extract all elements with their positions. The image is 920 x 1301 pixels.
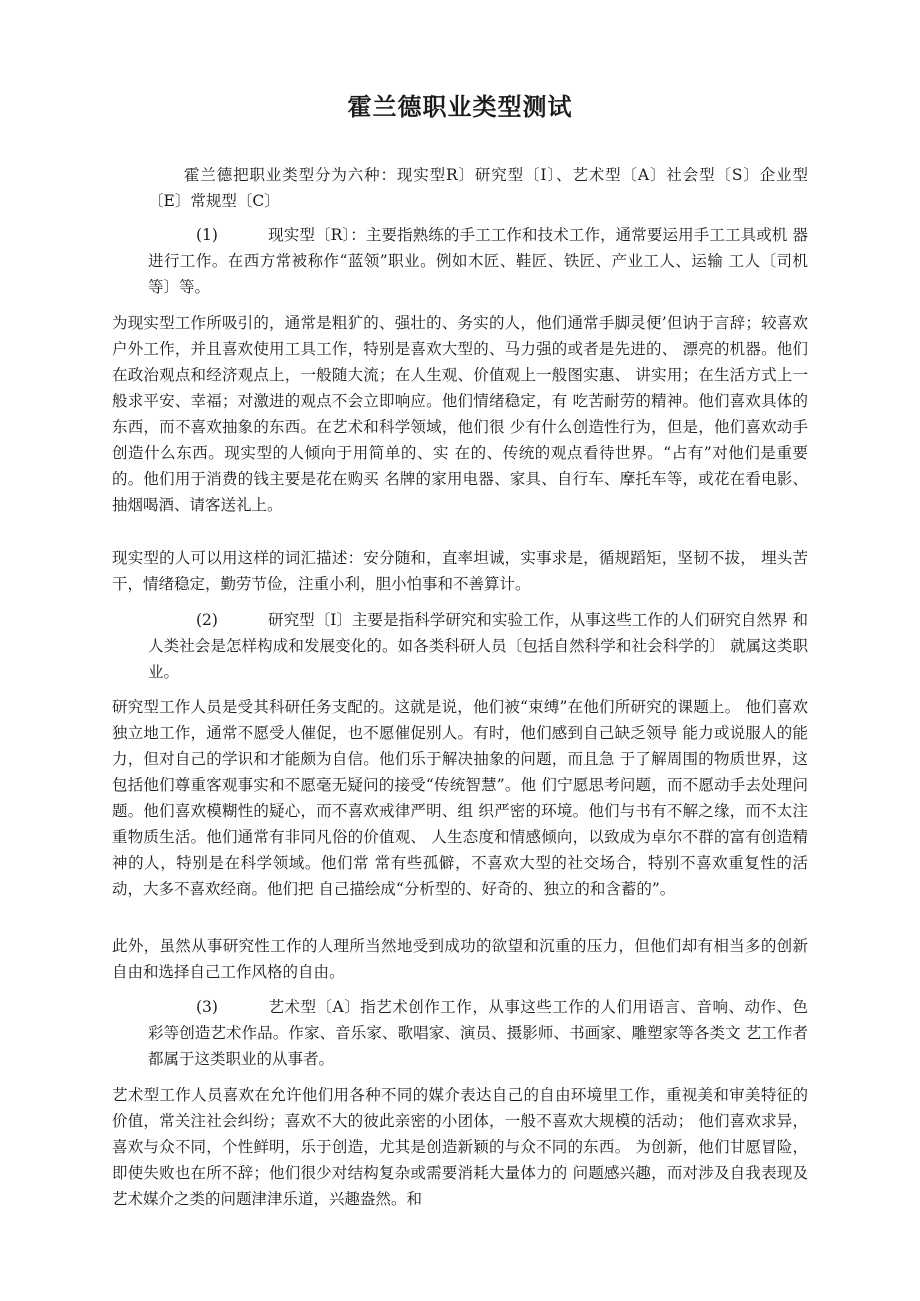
section-1-paragraph-1: 为现实型工作所吸引的，通常是粗犷的、强壮的、务实的人，他们通常手脚灵便’但讷于言辞；较喜欢户外工作，并且喜欢使用工具工作，特别是喜欢大型的、马力强的或者是先进的、 漂亮的机器。他们在政治观点和经济观点上，一般随大流；在人生观、价值观上一般图实惠、 讲实用；在生活方式上一般求平安、幸福；对激进的观点不会立即响应。他们情绪稳定，有 吃苦耐劳的精神。他们喜欢具体的东西，而不喜欢抽象的东西。在艺术和科学领域，他们很 少有什么创造性行为，但是，他们喜欢动手创造什么东西。现实型的人倾向于用简单的、实 在的、传统的观点看待世界。“占有”对他们是重要的。他们用于消费的钱主要是花在购买 名牌的家用电器、家具、自行车、摩托车等，或花在看电影、抽烟喝酒、请客送礼上。 bbox=[112, 314, 808, 514]
section-2-definition-text: 研究型〔I〕主要是指科学研究和实验工作，从事这些工作的人们研究自然界 和人类社会是怎样构成和发展变化的。如各类科研人员〔包括自然科学和社会科学的〕 就属这类职业。 bbox=[148, 611, 808, 681]
section-2-definition bbox=[148, 607, 808, 685]
section-2-paragraph-2: 此外，虽然从事研究性工作的人理所当然地受到成功的欲望和沉重的压力，但他们却有相当多的创新自由和选择自己工作风格的自由。 bbox=[112, 937, 808, 981]
section-2-paragraph-1: 研究型工作人员是受其科研任务支配的。这就是说，他们被“束缚”在他们所研究的课题上。 他们喜欢独立地工作，通常不愿受人催促，也不愿催促别人。有时，他们感到自己缺乏领导 能力或说服人的能力，但对自己的学识和才能颇为自信。他们乐于解决抽象的问题，而且急 于了解周围的物质世界，这包括他们尊重客观事实和不愿毫无疑问的接受“传统智慧”。他 们宁愿思考问题，而不愿动手去处理问题。他们喜欢模糊性的疑心，而不喜欢戒律严明、组 织严密的环境。他们与书有不解之缘，而不太注重物质生活。他们通常有非同凡俗的价值观、 人生态度和情感倾向，以致成为卓尔不群的富有创造精神的人，特别是在科学领域。他们常 常有些孤僻，不喜欢大型的社交场合，特别不喜欢重复性的活动，大多不喜欢经商。他们把 自己描绘成“分析型的、好奇的、独立的和含蓄的”。 bbox=[112, 698, 808, 898]
section-3-definition bbox=[148, 994, 808, 1072]
section-2-number: (2) bbox=[196, 611, 218, 629]
section-3-paragraph-1: 艺术型工作人员喜欢在允许他们用各种不同的媒介表达自己的自由环境里工作，重视美和审美特征的价值，常关注社会纠纷；喜欢不大的彼此亲密的小团体，一般不喜欢大规模的活动； 他们喜欢求异，喜欢与众不同，个性鲜明，乐于创造，尤其是创造新颖的与众不同的东西。 为创新，他们甘愿冒险，即使失败也在所不辞；他们很少对结构复杂或需要消耗大量体力的 问题感兴趣，而对涉及自我表现及艺术媒介之类的问题津津乐道，兴趣盎然。和 bbox=[112, 1086, 808, 1208]
section-3-number: (3) bbox=[196, 998, 218, 1016]
section-1-number: (1) bbox=[196, 226, 218, 244]
section-1-definition-text: 现实型〔R〕：主要指熟练的手工工作和技术工作，通常要运用手工工具或机 器进行工作。在西方常被称作“蓝领”职业。例如木匠、鞋匠、铁匠、产业工人、运输 工人〔司机等〕等。 bbox=[148, 226, 808, 296]
document-title: 霍兰德职业类型测试 bbox=[347, 93, 573, 121]
section-3-definition-text: 艺术型〔A〕指艺术创作工作，从事这些工作的人们用语言、音响、动作、色 彩等创造艺术作品。作家、音乐家、歌唱家、演员、摄影师、书画家、雕塑家等各类文 艺工作者都属于这类职业的从事者。 bbox=[148, 998, 808, 1068]
section-1-paragraph-2: 现实型的人可以用这样的词汇描述：安分随和，直率坦诚，实事求是，循规蹈矩，坚韧不拔， 埋头苦干，情绪稳定，勤劳节俭，注重小利，胆小怕事和不善算计。 bbox=[112, 549, 808, 593]
section-1-definition bbox=[148, 222, 808, 300]
intro-paragraph: 霍兰德把职业类型分为六种：现实型R〕研究型〔I〕、艺术型〔A〕社会型〔S〕企业型〔E〕常规型〔C〕 bbox=[148, 166, 808, 210]
